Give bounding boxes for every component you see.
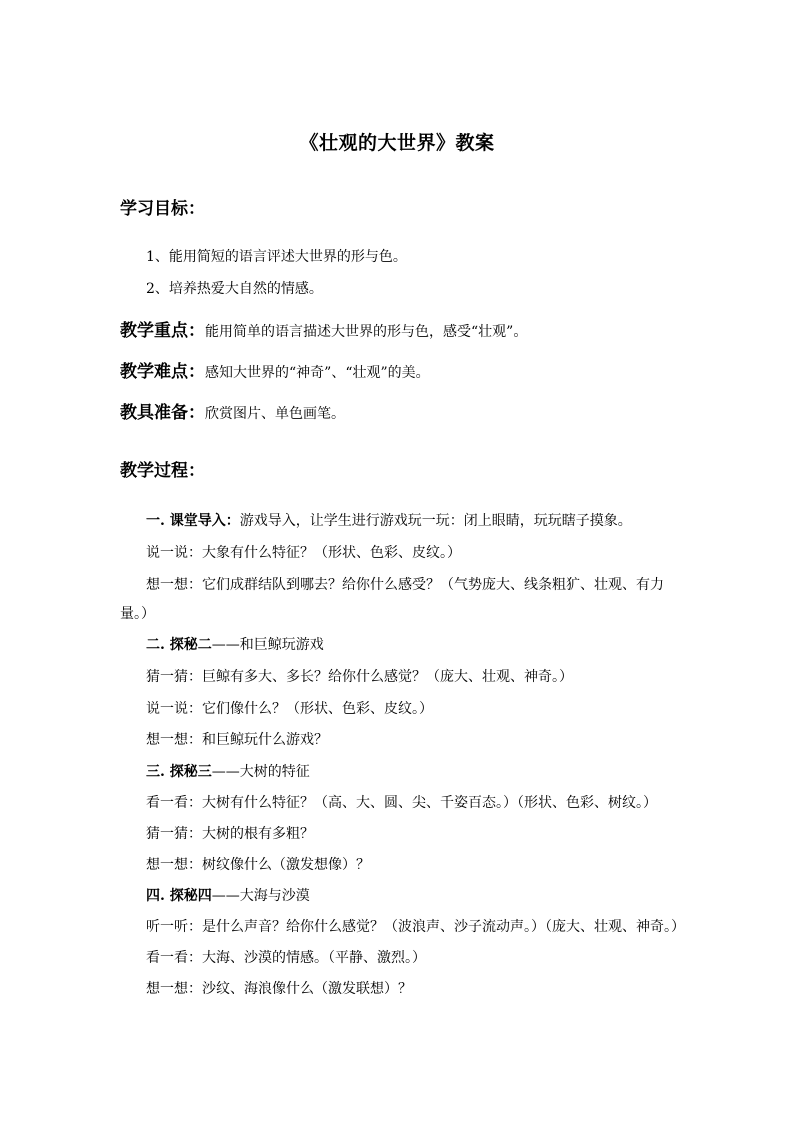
materials-row <box>120 398 345 423</box>
section-4-line-1: 听一听：是什么声音？给你什么感觉？（波浪声、沙子流动声。）（庞大、壮观、神奇。） <box>146 919 685 935</box>
process-heading: 教学过程： <box>120 461 205 481</box>
section-3-line-3: 想一想：树纹像什么（激发想像）？ <box>146 857 370 873</box>
difficulty-row <box>120 357 430 382</box>
materials-label: 教具准备： <box>120 403 205 423</box>
section-3-heading <box>146 762 310 782</box>
section-1-label: 一. 课堂导入： <box>146 513 240 529</box>
key-point-label: 教学重点： <box>120 321 205 341</box>
objective-item-1: 1、能用简短的语言评述大世界的形与色。 <box>146 249 407 265</box>
section-2-text: ——和巨鲸玩游戏 <box>211 637 324 653</box>
section-2-label: 二. 探秘二 <box>146 637 212 653</box>
section-3-text: ——大树的特征 <box>211 764 310 780</box>
difficulty-label: 教学难点： <box>120 362 205 382</box>
page-title: 《壮观的大世界》教案 <box>299 132 495 154</box>
key-point-text: 能用简单的语言描述大世界的形与色，感受“壮观”。 <box>205 324 528 340</box>
section-2-line-2: 说一说：它们像什么？（形状、色彩、皮纹。） <box>146 701 433 717</box>
section-3-label: 三. 探秘三 <box>146 764 212 780</box>
objective-item-2: 2、培养热爱大自然的情感。 <box>146 281 323 297</box>
section-2-line-3: 想一想：和巨鲸玩什么游戏？ <box>146 732 328 748</box>
materials-text: 欣赏图片、单色画笔。 <box>205 406 345 422</box>
section-4-label: 四. 探秘四 <box>146 888 212 904</box>
key-point-row <box>120 316 527 341</box>
section-1-line-2a: 想一想：它们成群结队到哪去？给你什么感受？（气势庞大、线条粗犷、壮观、有力 <box>146 577 664 593</box>
section-2-heading <box>146 635 324 655</box>
section-1-line-1: 说一说：大象有什么特征？（形状、色彩、皮纹。） <box>146 545 461 561</box>
section-3-line-1: 看一看：大树有什么特征？（高、大、圆、尖、千姿百态。）（形状、色彩、树纹。） <box>146 795 657 811</box>
section-2-line-1: 猜一猜：巨鲸有多大、多长？给你什么感觉？（庞大、壮观、神奇。） <box>146 669 573 685</box>
difficulty-text: 感知大世界的“神奇”、“壮观”的美。 <box>205 365 430 381</box>
section-4-heading <box>146 886 310 906</box>
section-1-text: 游戏导入，让学生进行游戏玩一玩：闭上眼睛，玩玩瞎子摸象。 <box>239 513 632 529</box>
section-3-line-2: 猜一猜：大树的根有多粗？ <box>146 826 314 842</box>
section-4-line-3: 想一想：沙纹、海浪像什么（激发联想）？ <box>146 981 412 997</box>
section-1-line-2b: 量。） <box>120 606 155 622</box>
section-1-intro <box>146 511 632 531</box>
objectives-heading: 学习目标： <box>120 199 205 219</box>
section-4-line-2: 看一看：大海、沙漠的情感。（平静、激烈。） <box>146 950 426 966</box>
section-4-text: ——大海与沙漠 <box>211 888 310 904</box>
